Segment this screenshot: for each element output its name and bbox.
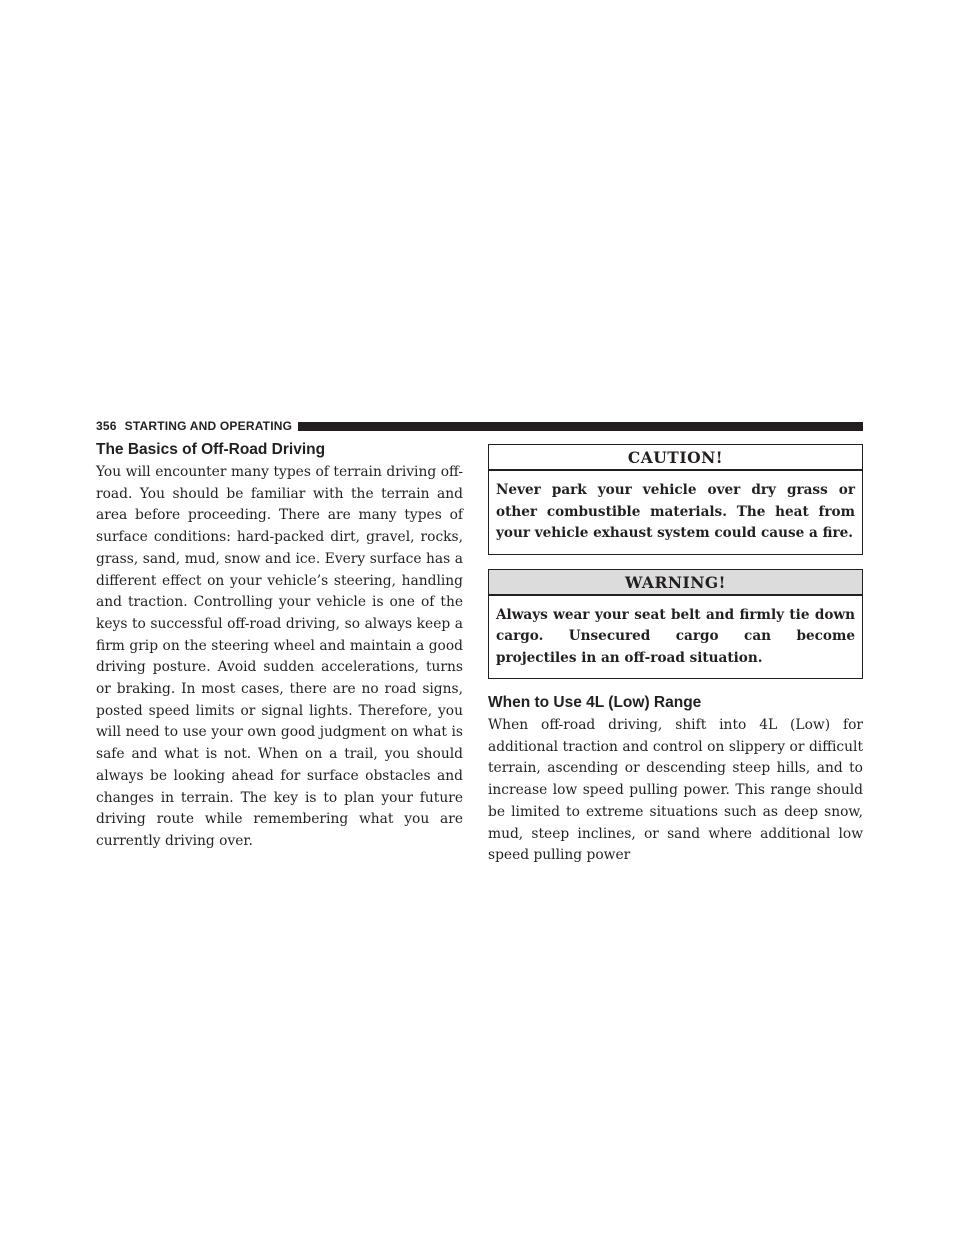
warning-box (488, 569, 863, 680)
body-paragraph-4l-low-range: When off-road driving, shift into 4L (Low) for additional traction and control on slippery or difficult terrain, ascending or descending steep hills, and to increase low speed pulling power. This range should be limited to extreme situations such as deep snow, mud, steep inclines, or sand where additional low speed pulling power (488, 717, 863, 864)
section-title: STARTING AND OPERATING (124, 419, 293, 433)
caution-text: Never park your vehicle over dry grass or other combustible materials. The heat from your vehicle exhaust system could cause a fire. (496, 482, 855, 541)
warning-text: Always wear your seat belt and firmly tie down cargo. Unsecured cargo can become projectiles in an off-road situation. (496, 606, 855, 666)
left-column (96, 440, 463, 853)
header-rule (298, 422, 863, 431)
page-header (96, 419, 863, 433)
right-column (488, 444, 863, 867)
caution-box (488, 444, 863, 555)
body-paragraph-off-road-basics: You will encounter many types of terrain driving off-road. You should be familiar with the terrain and area before proceeding. There are many types of surface conditions: hard-packed dirt, gravel, rocks, grass, sand, mud, snow and ice. Every surface has a different effect on your vehicle’s steering, handling and traction. Controlling your vehicle is one of the keys to successful off-road driving, so always keep a firm grip on the steering wheel and maintain a good driving posture. Avoid sudden accelerations, turns or braking. In most cases, there are no road signs, posted speed limits or signal lights. Therefore, you will need to use your own good judgment on what is safe and what is not. When on a trail, you should always be looking ahead for surface obstacles and changes in terrain. The key is to plan your future driving route while remembering what you are currently driving over. (96, 464, 463, 849)
page-number: 356 (96, 419, 117, 433)
warning-title: WARNING! (489, 570, 862, 596)
section-heading-4l-low-range: When to Use 4L (Low) Range (488, 694, 702, 711)
caution-title: CAUTION! (489, 445, 862, 471)
section-heading-off-road-basics: The Basics of Off-Road Driving (96, 441, 326, 458)
